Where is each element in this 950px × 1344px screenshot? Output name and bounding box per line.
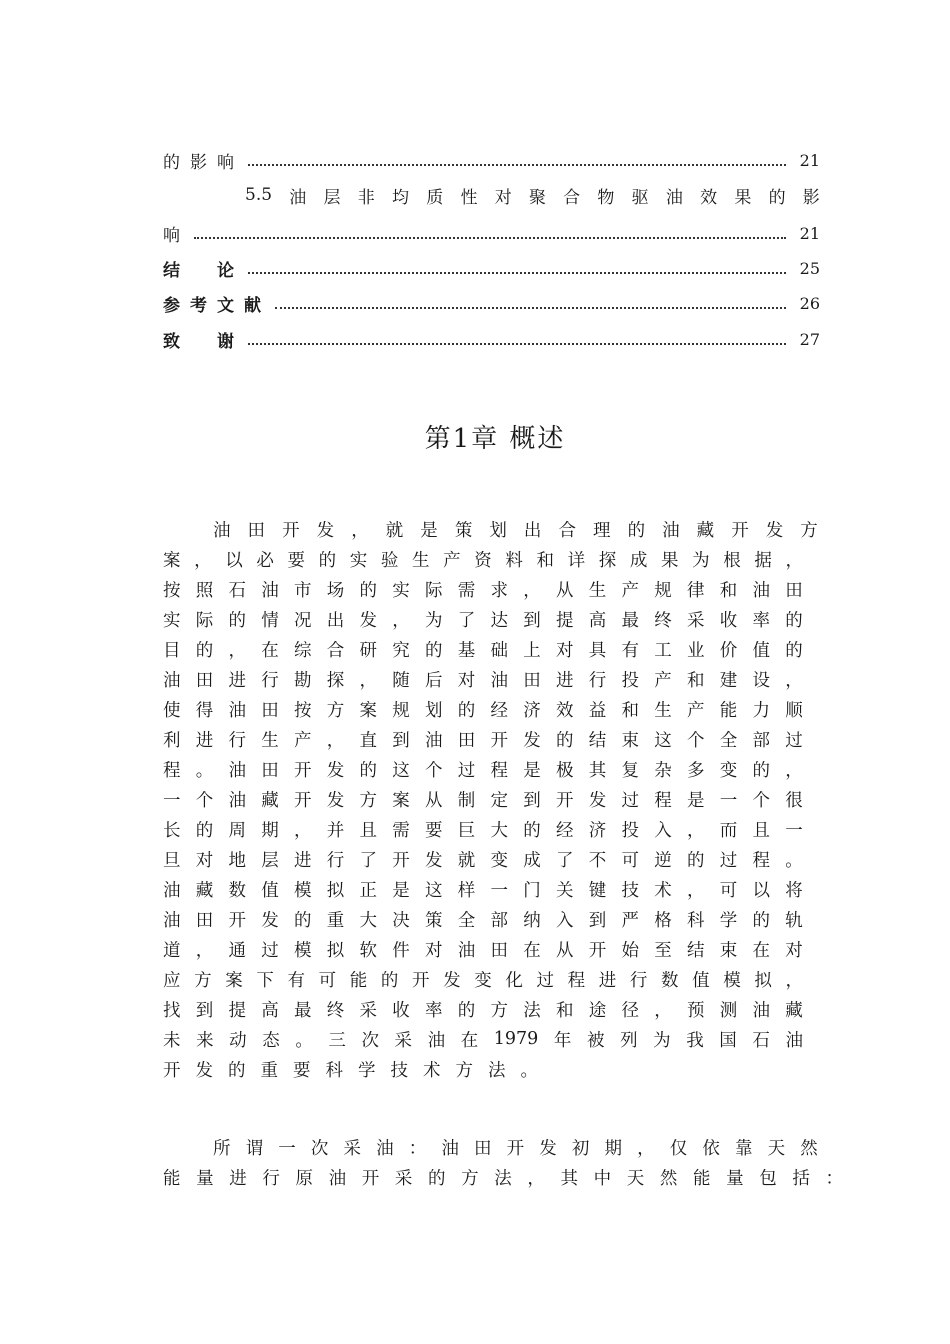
paragraph-line: 按 照 石 油 市 场 的 实 际 需 求 ， 从 生 产 规 律 和 油 田 — [163, 580, 803, 601]
paragraph-line: 目 的 ， 在 综 合 研 究 的 基 础 上 对 具 有 工 业 价 值 的 — [163, 640, 803, 661]
paragraph-line: 应 方 案 下 有 可 能 的 开 发 变 化 过 程 进 行 数 值 模 拟 ， — [163, 970, 803, 991]
paragraph-line: 油 田 开 发 ， 就 是 策 划 出 合 理 的 油 藏 开 发 方 — [213, 520, 818, 541]
paragraph-line: 程 。 油 田 开 发 的 这 个 过 程 是 极 其 复 杂 多 变 的 ， — [163, 760, 803, 781]
paragraph-line: 能 量 进 行 原 油 开 采 的 方 法 ， 其 中 天 然 能 量 包 括 ： — [163, 1168, 843, 1189]
toc-leader-dots — [248, 262, 786, 274]
toc-entry-page: 27 — [799, 329, 820, 349]
chapter-title: 第1章 概述 — [424, 424, 566, 454]
paragraph-line: 未 来 动 态 。 三 次 采 油 在 1979 年 被 列 为 我 国 石 油 — [163, 1029, 803, 1051]
toc-entry[interactable] — [163, 221, 820, 245]
toc-entry-page: 21 — [799, 150, 820, 170]
paragraph-line: 案 ， 以 必 要 的 实 验 生 产 资 料 和 详 探 成 果 为 根 据 ， — [163, 550, 803, 571]
toc-entry-page: 26 — [799, 293, 820, 313]
paragraph-line: 油 田 开 发 的 重 大 决 策 全 部 纳 入 到 严 格 科 学 的 轨 — [163, 910, 803, 931]
paragraph-line: 所 谓 一 次 采 油 ： 油 田 开 发 初 期 ， 仅 依 靠 天 然 — [213, 1138, 818, 1159]
paragraph-line: 实 际 的 情 况 出 发 ， 为 了 达 到 提 高 最 终 采 收 率 的 — [163, 610, 803, 631]
paragraph-line: 使 得 油 田 按 方 案 规 划 的 经 济 效 益 和 生 产 能 力 顺 — [163, 700, 803, 721]
paragraph-line: 开 发 的 重 要 科 学 技 术 方 法 。 — [163, 1060, 538, 1081]
toc-entry[interactable] — [163, 256, 820, 280]
toc-entry-page: 21 — [799, 223, 820, 243]
paragraph-line: 油 藏 数 值 模 拟 正 是 这 样 一 门 关 键 技 术 ， 可 以 将 — [163, 880, 803, 901]
toc-leader-dots — [275, 297, 786, 309]
toc-leader-dots — [248, 154, 786, 166]
toc-entry-continuation[interactable]: 5.5 油 层 非 均 质 性 对 聚 合 物 驱 油 效 果 的 影 — [245, 185, 820, 208]
paragraph-line: 利 进 行 生 产 ， 直 到 油 田 开 发 的 结 束 这 个 全 部 过 — [163, 730, 803, 751]
toc-entry-label: 的影响 — [163, 152, 244, 173]
toc-entry-label: 结 论 — [163, 260, 244, 281]
paragraph-line: 旦 对 地 层 进 行 了 开 发 就 变 成 了 不 可 逆 的 过 程 。 — [163, 850, 803, 871]
toc-entry-page: 25 — [799, 258, 820, 278]
toc-entry[interactable] — [163, 148, 820, 172]
paragraph-line: 找 到 提 高 最 终 采 收 率 的 方 法 和 途 径 ， 预 测 油 藏 — [163, 1000, 803, 1021]
toc-entry[interactable] — [163, 291, 820, 315]
toc-leader-dots — [194, 227, 786, 239]
paragraph-line: 油 田 进 行 勘 探 ， 随 后 对 油 田 进 行 投 产 和 建 设 ， — [163, 670, 803, 691]
toc-entry-label: 致 谢 — [163, 331, 244, 352]
toc-entry-label: 响 — [163, 225, 190, 246]
toc-leader-dots — [248, 333, 786, 345]
toc-entry[interactable] — [163, 327, 820, 351]
paragraph-line: 道 ， 通 过 模 拟 软 件 对 油 田 在 从 开 始 至 结 束 在 对 — [163, 940, 803, 961]
toc-entry-label: 参考文献 — [163, 295, 271, 316]
paragraph-line: 长 的 周 期 ， 并 且 需 要 巨 大 的 经 济 投 入 ， 而 且 一 — [163, 820, 803, 841]
paragraph-line: 一 个 油 藏 开 发 方 案 从 制 定 到 开 发 过 程 是 一 个 很 — [163, 790, 803, 811]
